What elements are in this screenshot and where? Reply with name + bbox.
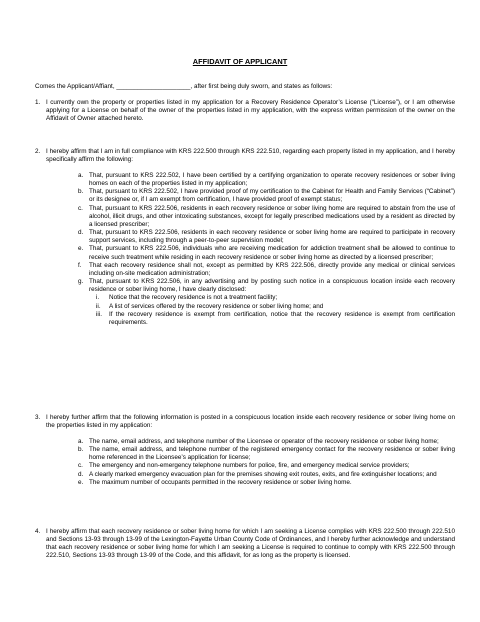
section-text: I hereby affirm that I am in full compliance with KRS 222.500 through KRS 222.510, regarding each property listed in my application, and I hereby specifically affirm the following:	[46, 148, 455, 164]
item-text: That, pursuant to KRS 222.502, I have been certified by a certifying organization to operate recovery residences or sober living homes on each of the properties listed in my application;	[89, 172, 455, 188]
section-3-list	[78, 438, 455, 487]
item-label: a.	[78, 172, 84, 179]
list-item	[78, 446, 455, 462]
item-text: The emergency and non-emergency telephone numbers for police, fire, and emergency medical service providers;	[89, 462, 410, 470]
section-number: 3.	[35, 414, 41, 421]
item-text: That, pursuant to KRS 222.502, I have provided proof of my certification to the Cabinet for Health and Family Services (“Cabinet”) or its designee or, if I am exempt from certification, I have provided proof of exempt status;	[89, 188, 455, 204]
list-item	[78, 471, 455, 479]
sub-item-text: A list of services offered by the recovery residence or sober living home; and	[109, 302, 324, 310]
item-label: g.	[78, 278, 84, 286]
item-text: That, pursuant to KRS 222.506, in any advertising and by posting such notice in a conspicuous location inside each recovery residence or sober living home, I have clearly disclosed:	[89, 278, 455, 294]
sub-list-item	[89, 311, 455, 327]
item-text: The name, email address, and telephone number of the registered emergency contact for the recovery residence or sober living home referenced in the Licensee’s application for license;	[89, 446, 455, 462]
section-2-list	[78, 172, 455, 327]
section-1	[35, 99, 455, 123]
list-item	[78, 462, 455, 470]
item-label: a.	[78, 438, 84, 445]
section-2	[35, 148, 455, 164]
item-label: e.	[78, 245, 84, 253]
list-item	[78, 172, 455, 188]
sub-item-label: i.	[96, 294, 100, 302]
item-text: That, pursuant to KRS 222.506, residents in each recovery residence or sober living home are required to participate in recovery support services, including through a peer-to-peer supervision model;	[89, 229, 455, 245]
section-3	[35, 414, 455, 430]
section-4	[35, 528, 455, 561]
document-title: AFFIDAVIT OF APPLICANT	[192, 57, 288, 66]
sub-item-text: If the recovery residence is exempt from certification, notice that the recovery residence is exempt from certification requirements.	[109, 310, 455, 326]
section-number: 1.	[35, 99, 41, 106]
list-item	[78, 479, 455, 487]
item-label: d.	[78, 229, 84, 237]
list-item	[78, 205, 455, 229]
item-text: The maximum number of occupants permitted in the recovery residence or sober living home.	[89, 478, 352, 486]
intro-paragraph: Comes the Applicant/Affiant, _____________________, after first being duly sworn, and states as follows:	[35, 83, 333, 90]
sub-list-item	[89, 294, 455, 302]
item-text: A clearly marked emergency evacuation plan for the premises showing exit routes, exits, and fire extinguisher locations; and	[89, 470, 437, 478]
list-item	[78, 438, 455, 446]
item-label: b.	[78, 188, 84, 196]
list-item	[78, 262, 455, 278]
list-item	[78, 245, 455, 261]
item-text: The name, email address, and telephone number of the Licensee or operator of the recovery residence or sober living home;	[89, 438, 439, 445]
item-label: e.	[78, 478, 84, 486]
item-label: c.	[78, 462, 83, 470]
item-text: That each recovery residence shall not, except as permitted by KRS 222.506, directly provide any medical or clinical services including on-site medication administration;	[89, 261, 455, 277]
section-text: I hereby affirm that each recovery residence or sober living home for which I am seeking a License complies with KRS 222.500 through 222.510 and Sections 13-93 through 13-99 of the Lexington-Fayette Urban County Code of Ordinances, and I hereby further acknowledge and understand that each recovery residence or sober living home for which I am seeking a License is required to continue to comply with KRS 222.500 through 222.510, Sections 13-93 through 13-99 of the Code, and this affidavit, for as long as the property is licensed.	[46, 528, 455, 560]
item-label: f.	[78, 261, 82, 269]
sub-item-label: iii.	[96, 310, 102, 318]
sub-list-item	[89, 303, 455, 311]
item-label: c.	[78, 204, 83, 212]
list-item	[78, 188, 455, 204]
section-text: I hereby further affirm that the following information is posted in a conspicuous location inside each recovery residence or sober living home on the properties listed in my application:	[46, 414, 455, 430]
section-number: 4.	[35, 528, 41, 535]
list-item	[78, 229, 455, 245]
item-label: d.	[78, 470, 84, 478]
sub-item-text: Notice that the recovery residence is not a treatment facility;	[109, 294, 278, 302]
sub-item-label: ii.	[96, 302, 101, 310]
item-text: That, pursuant to KRS 222.506, individuals who are receiving medication for addiction treatment shall be allowed to continue to receive such treatment while residing in each recovery residence or sober living home as directed by a licensed prescriber;	[89, 245, 455, 261]
section-text: I currently own the property or properties listed in my application for a Recovery Residence Operator’s License (“License”), or I am otherwise applying for a License on behalf of the owner of the properties listed in my application, with the express written permission of the owner on the Affidavit of Owner attached hereto.	[46, 99, 455, 123]
item-text: That, pursuant to KRS 222.506, residents in each recovery residence or sober living home are required to abstain from the use of alcohol, illicit drugs, and other intoxicating substances, except for legally prescribed medications used by a resident as directed by a licensed prescriber;	[89, 204, 455, 228]
list-item	[78, 278, 455, 327]
item-label: b.	[78, 446, 84, 454]
section-number: 2.	[35, 148, 41, 155]
